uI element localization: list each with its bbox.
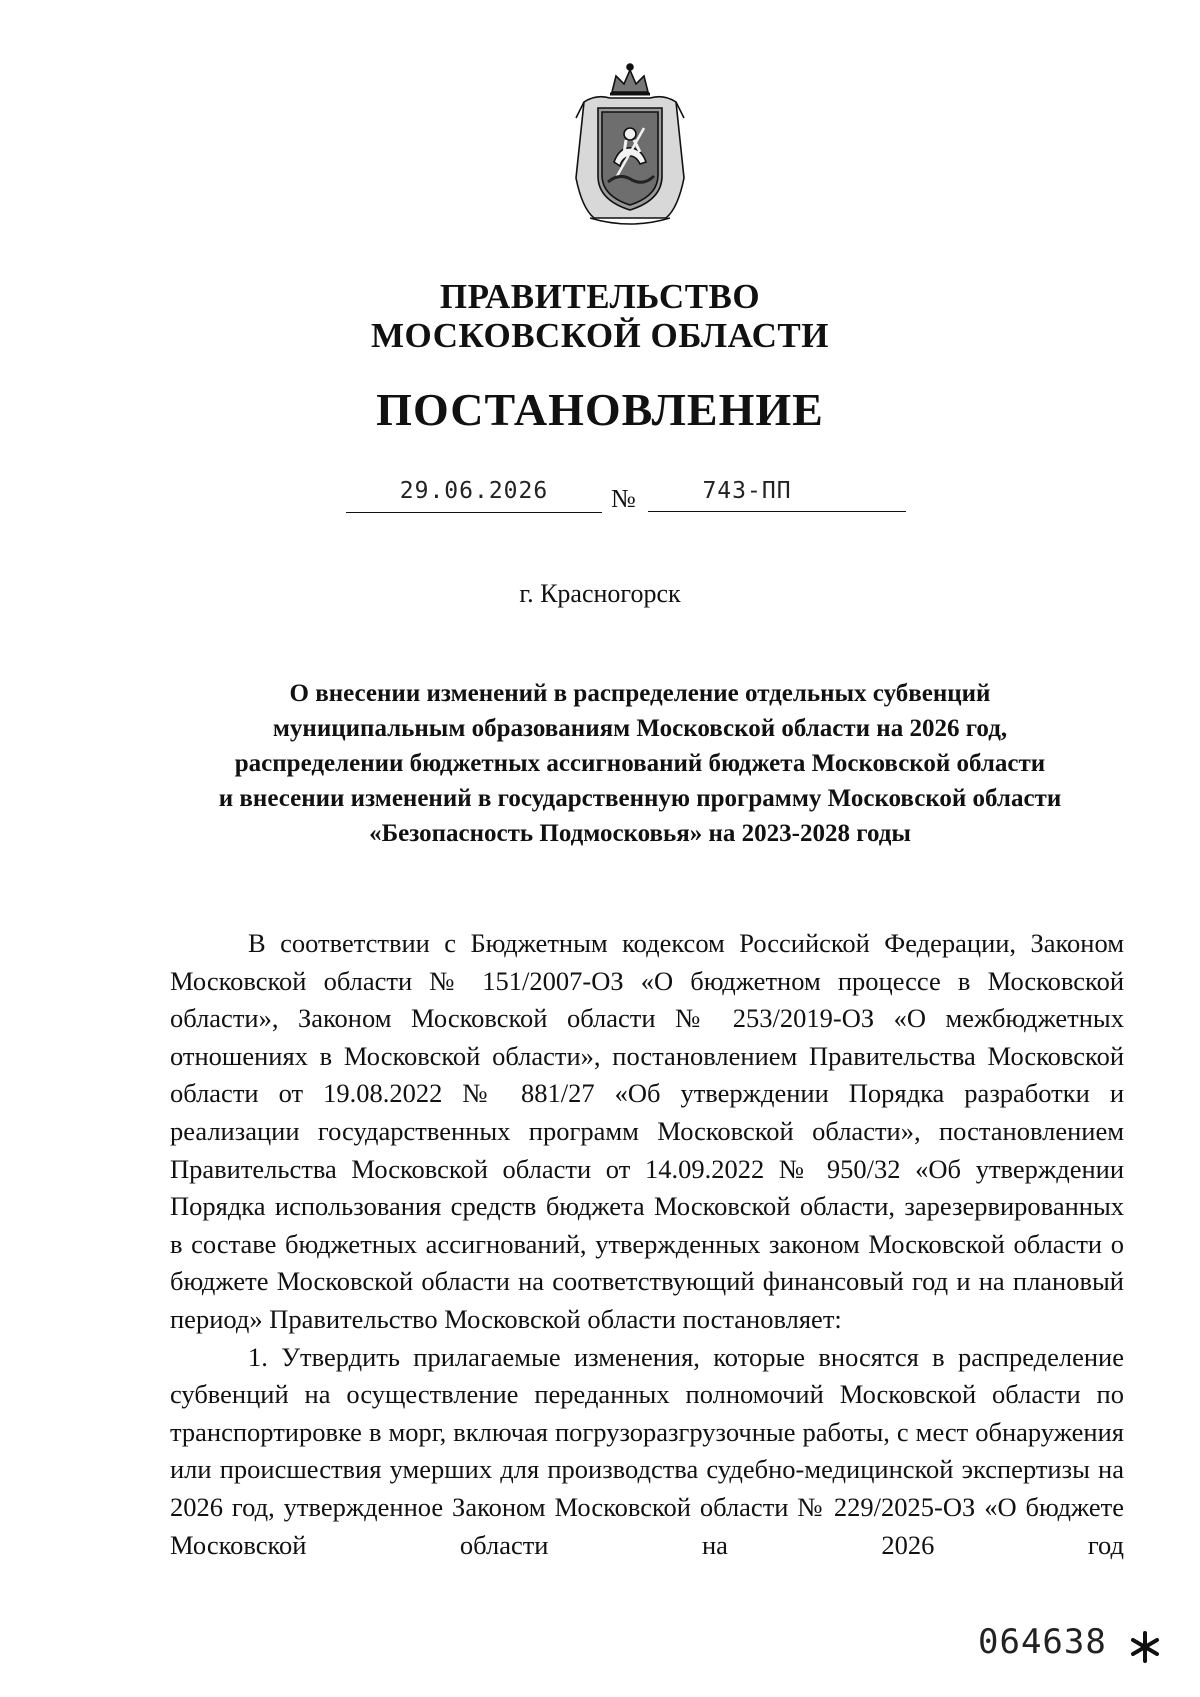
clause-1-paragraph: 1. Утвердить прилагаемые изменения, которые вносятся в распределение субвенций на осуществление переданных полномочий Московской области по транспортировке в морг, включая погрузоразгрузочные работы, с мест обнаружения или происшествия умерших для производства судебно-медицинской экспертизы на 2026 год, утвержденное Законом Московской области № 229/2025-ОЗ «О бюджете Московской области на 2026 год: [170, 1341, 1124, 1560]
decree-subject-title: [160, 676, 1120, 851]
preamble-paragraph: В соответствии с Бюджетным кодексом Российской Федерации, Законом Московской области № 151/2007-ОЗ «О бюджетном процессе в Московской области», Законом Московской области № 253/2019-ОЗ «О межбюджетных отношениях в Московской области», постановлением Правительства Московской области от 19.08.2022 № 881/27 «Об утверждении Порядка разработки и реализации государственных программ Московской области», постановлением Правительства Московской области от 14.09.2022 № 950/32 «Об утверждении Порядка использования средств бюджета Московской области, зарезервированных в составе бюджетных ассигнований, утвержденных законом Московской области о бюджете Московской области на соответствующий финансовый год и на плановый период» Правительство Московской области постановляет:: [170, 928, 1124, 1334]
government-name-line-1: ПРАВИТЕЛЬСТВО: [439, 277, 761, 316]
asterisk-mark-icon: [1128, 1630, 1162, 1664]
registration-line: [0, 476, 1200, 516]
number-sign: №: [611, 484, 636, 513]
subject-line: распределении бюджетных ассигнований бюджета Московской области: [234, 750, 1046, 777]
subject-line: и внесении изменений в государственную программу Московской области: [218, 785, 1062, 812]
subject-line: «Безопасность Подмосковья» на 2023-2028 годы: [369, 820, 911, 847]
moscow-oblast-coat-of-arms-emblem: [566, 58, 694, 230]
decree-date: 29.06.2026: [346, 476, 602, 513]
serial-number: 064638: [978, 1622, 1107, 1662]
place-of-issue: г. Красногорск: [519, 579, 681, 608]
decree-body: [170, 925, 1124, 1564]
document-type-title: ПОСТАНОВЛЕНИЕ: [376, 384, 824, 435]
subject-line: О внесении изменений в распределение отдельных субвенций: [289, 680, 991, 707]
government-name-line-2: МОСКОВСКОЙ ОБЛАСТИ: [371, 316, 829, 355]
decree-number: 743-ПП: [648, 476, 906, 512]
subject-line: муниципальным образованиям Московской области на 2026 год,: [272, 715, 1008, 742]
